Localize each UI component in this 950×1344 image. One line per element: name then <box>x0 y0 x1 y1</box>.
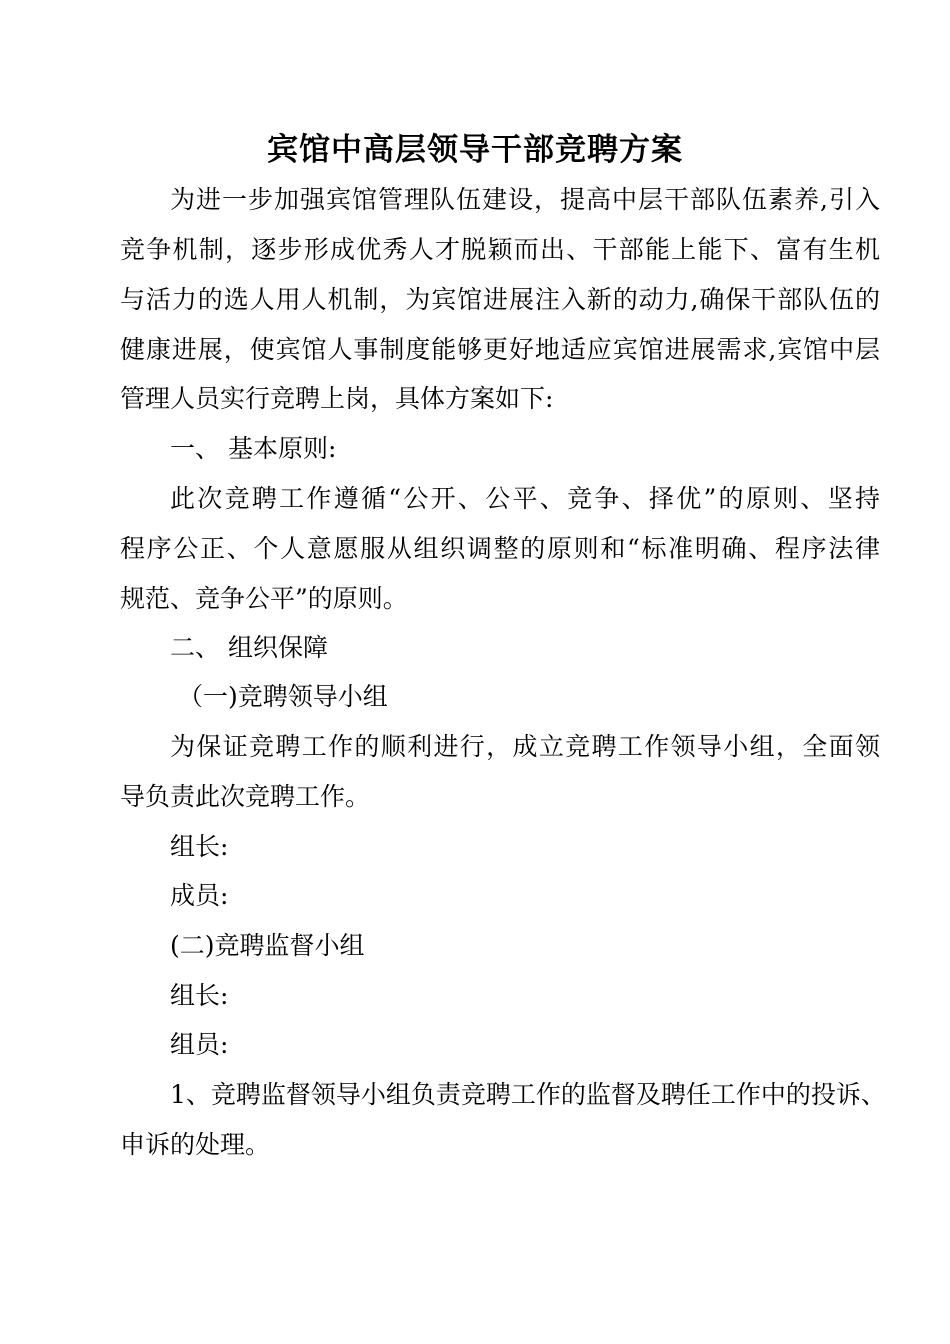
paragraph-line: 申诉的处理。 <box>120 1130 271 1159</box>
paragraph-line: 管理人员实行竞聘上岗，具体方案如下: <box>120 384 554 413</box>
paragraph-line: 导负责此次竞聘工作。 <box>120 782 371 811</box>
member-label: 成员: <box>170 881 229 910</box>
paragraph-line: 此次竞聘工作遵循“公开、公平、竞争、择优”的原则、坚持 <box>170 484 880 513</box>
subsection-heading: (二)竞聘监督小组 <box>170 931 365 960</box>
paragraph-line: 规范、竞争公平”的原则。 <box>120 584 408 613</box>
paragraph-line: 健康进展，使宾馆人事制度能够更好地适应宾馆进展需求,宾馆中层 <box>120 335 880 364</box>
section-heading: 二、 组织保障 <box>170 633 328 662</box>
document-title: 宾馆中高层领导干部竞聘方案 <box>267 132 683 168</box>
paragraph-line: 与活力的选人用人机制，为宾馆进展注入新的动力,确保干部队伍的 <box>120 285 880 314</box>
paragraph-line: 程序公正、个人意愿服从组织调整的原则和“标准明确、程序法律 <box>120 534 880 563</box>
paragraph-line: 为保证竞聘工作的顺利进行，成立竞聘工作领导小组，全面领 <box>170 732 880 761</box>
paragraph-line: 竞争机制，逐步形成优秀人才脱颖而出、干部能上能下、富有生机 <box>120 235 880 264</box>
member-label: 组长: <box>170 981 229 1010</box>
section-heading: 一、 基本原则: <box>170 434 337 463</box>
member-label: 组员: <box>170 1030 229 1059</box>
subsection-heading: （一)竞聘领导小组 <box>178 682 388 711</box>
paragraph-line: 1、竞聘监督领导小组负责竞聘工作的监督及聘任工作中的投诉、 <box>170 1080 886 1109</box>
paragraph-line: 为进一步加强宾馆管理队伍建设，提高中层干部队伍素养,引入 <box>170 185 880 214</box>
member-label: 组长: <box>170 832 229 861</box>
